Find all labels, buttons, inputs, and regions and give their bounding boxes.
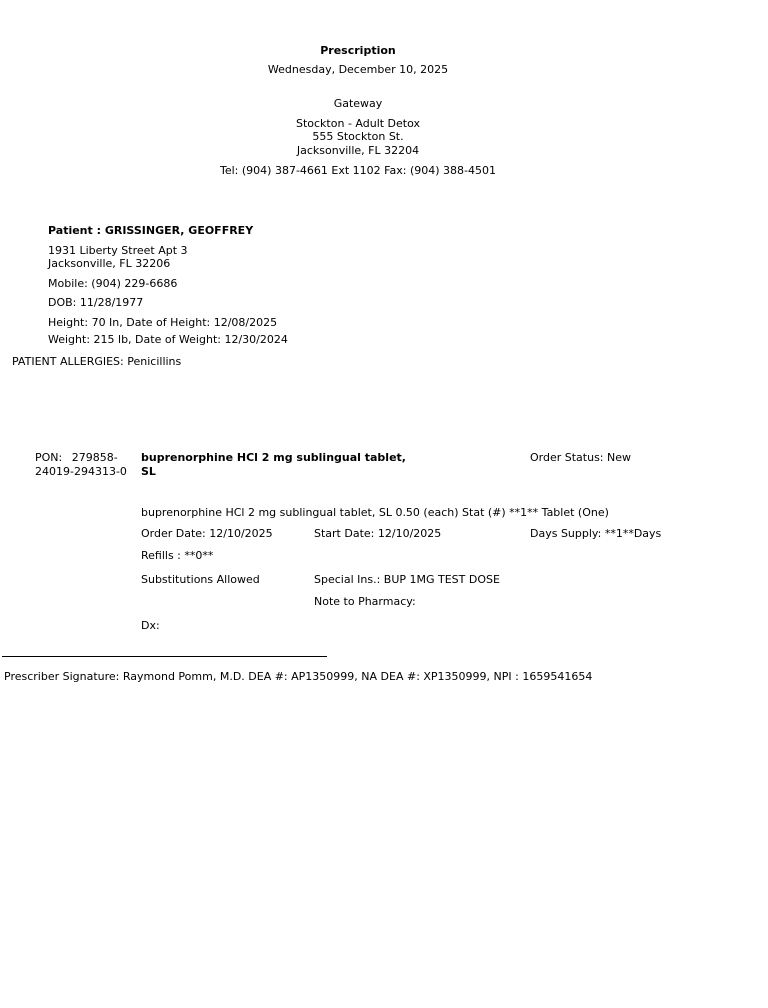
drug-title: buprenorphine HCl 2 mg sublingual tablet, SL [141,451,406,478]
patient-allergies [12,355,181,369]
allergies-value: Penicillins [127,355,182,368]
prescription-date: Wednesday, December 10, 2025 [267,63,449,76]
facility-name: Stockton - Adult Detox [295,117,421,130]
patient-weight: Weight: 215 lb, Date of Weight: 12/30/2024 [48,333,288,346]
start-date: Start Date: 12/10/2025 [314,527,442,540]
organization-name: Gateway [333,97,383,110]
note-to-pharmacy: Note to Pharmacy: [314,595,416,608]
drug-sig: buprenorphine HCl 2 mg sublingual tablet, SL 0.50 (each) Stat (#) **1** Tablet (One) [141,506,609,519]
patient-dob: DOB: 11/28/1977 [48,296,144,309]
order-status: Order Status: New [530,451,632,464]
prescriber-signature: Prescriber Signature: Raymond Pomm, M.D. DEA #: AP1350999, NA DEA #: XP1350999, NPI : 1659541654 [4,670,593,683]
patient-mobile: Mobile: (904) 229-6686 [48,277,178,290]
patient-height: Height: 70 In, Date of Height: 12/08/2025 [48,316,278,329]
facility-address-line1: 555 Stockton St. [312,130,404,143]
allergies-label: PATIENT ALLERGIES: [12,355,124,368]
pon-value-line1: 279858- [71,451,118,464]
signature-line [2,656,327,657]
patient-address-line2: Jacksonville, FL 32206 [48,257,171,270]
facility-address-line2: Jacksonville, FL 32204 [296,144,420,157]
special-instructions: Special Ins.: BUP 1MG TEST DOSE [314,573,500,586]
pon [35,451,135,479]
pon-label: PON: [35,451,63,464]
facility-contact: Tel: (904) 387-4661 Ext 1102 Fax: (904) 388-4501 [220,164,496,177]
diagnosis: Dx: [141,619,160,632]
refills: Refills : **0** [141,549,214,562]
patient-name: Patient : GRISSINGER, GEOFFREY [48,224,254,237]
patient-address-line1: 1931 Liberty Street Apt 3 [48,244,188,257]
days-supply: Days Supply: **1**Days [530,527,662,540]
substitutions: Substitutions Allowed [141,573,260,586]
order-date: Order Date: 12/10/2025 [141,527,273,540]
document-title: Prescription [320,44,396,57]
pon-value-line2: 24019-294313-0 [35,465,127,478]
